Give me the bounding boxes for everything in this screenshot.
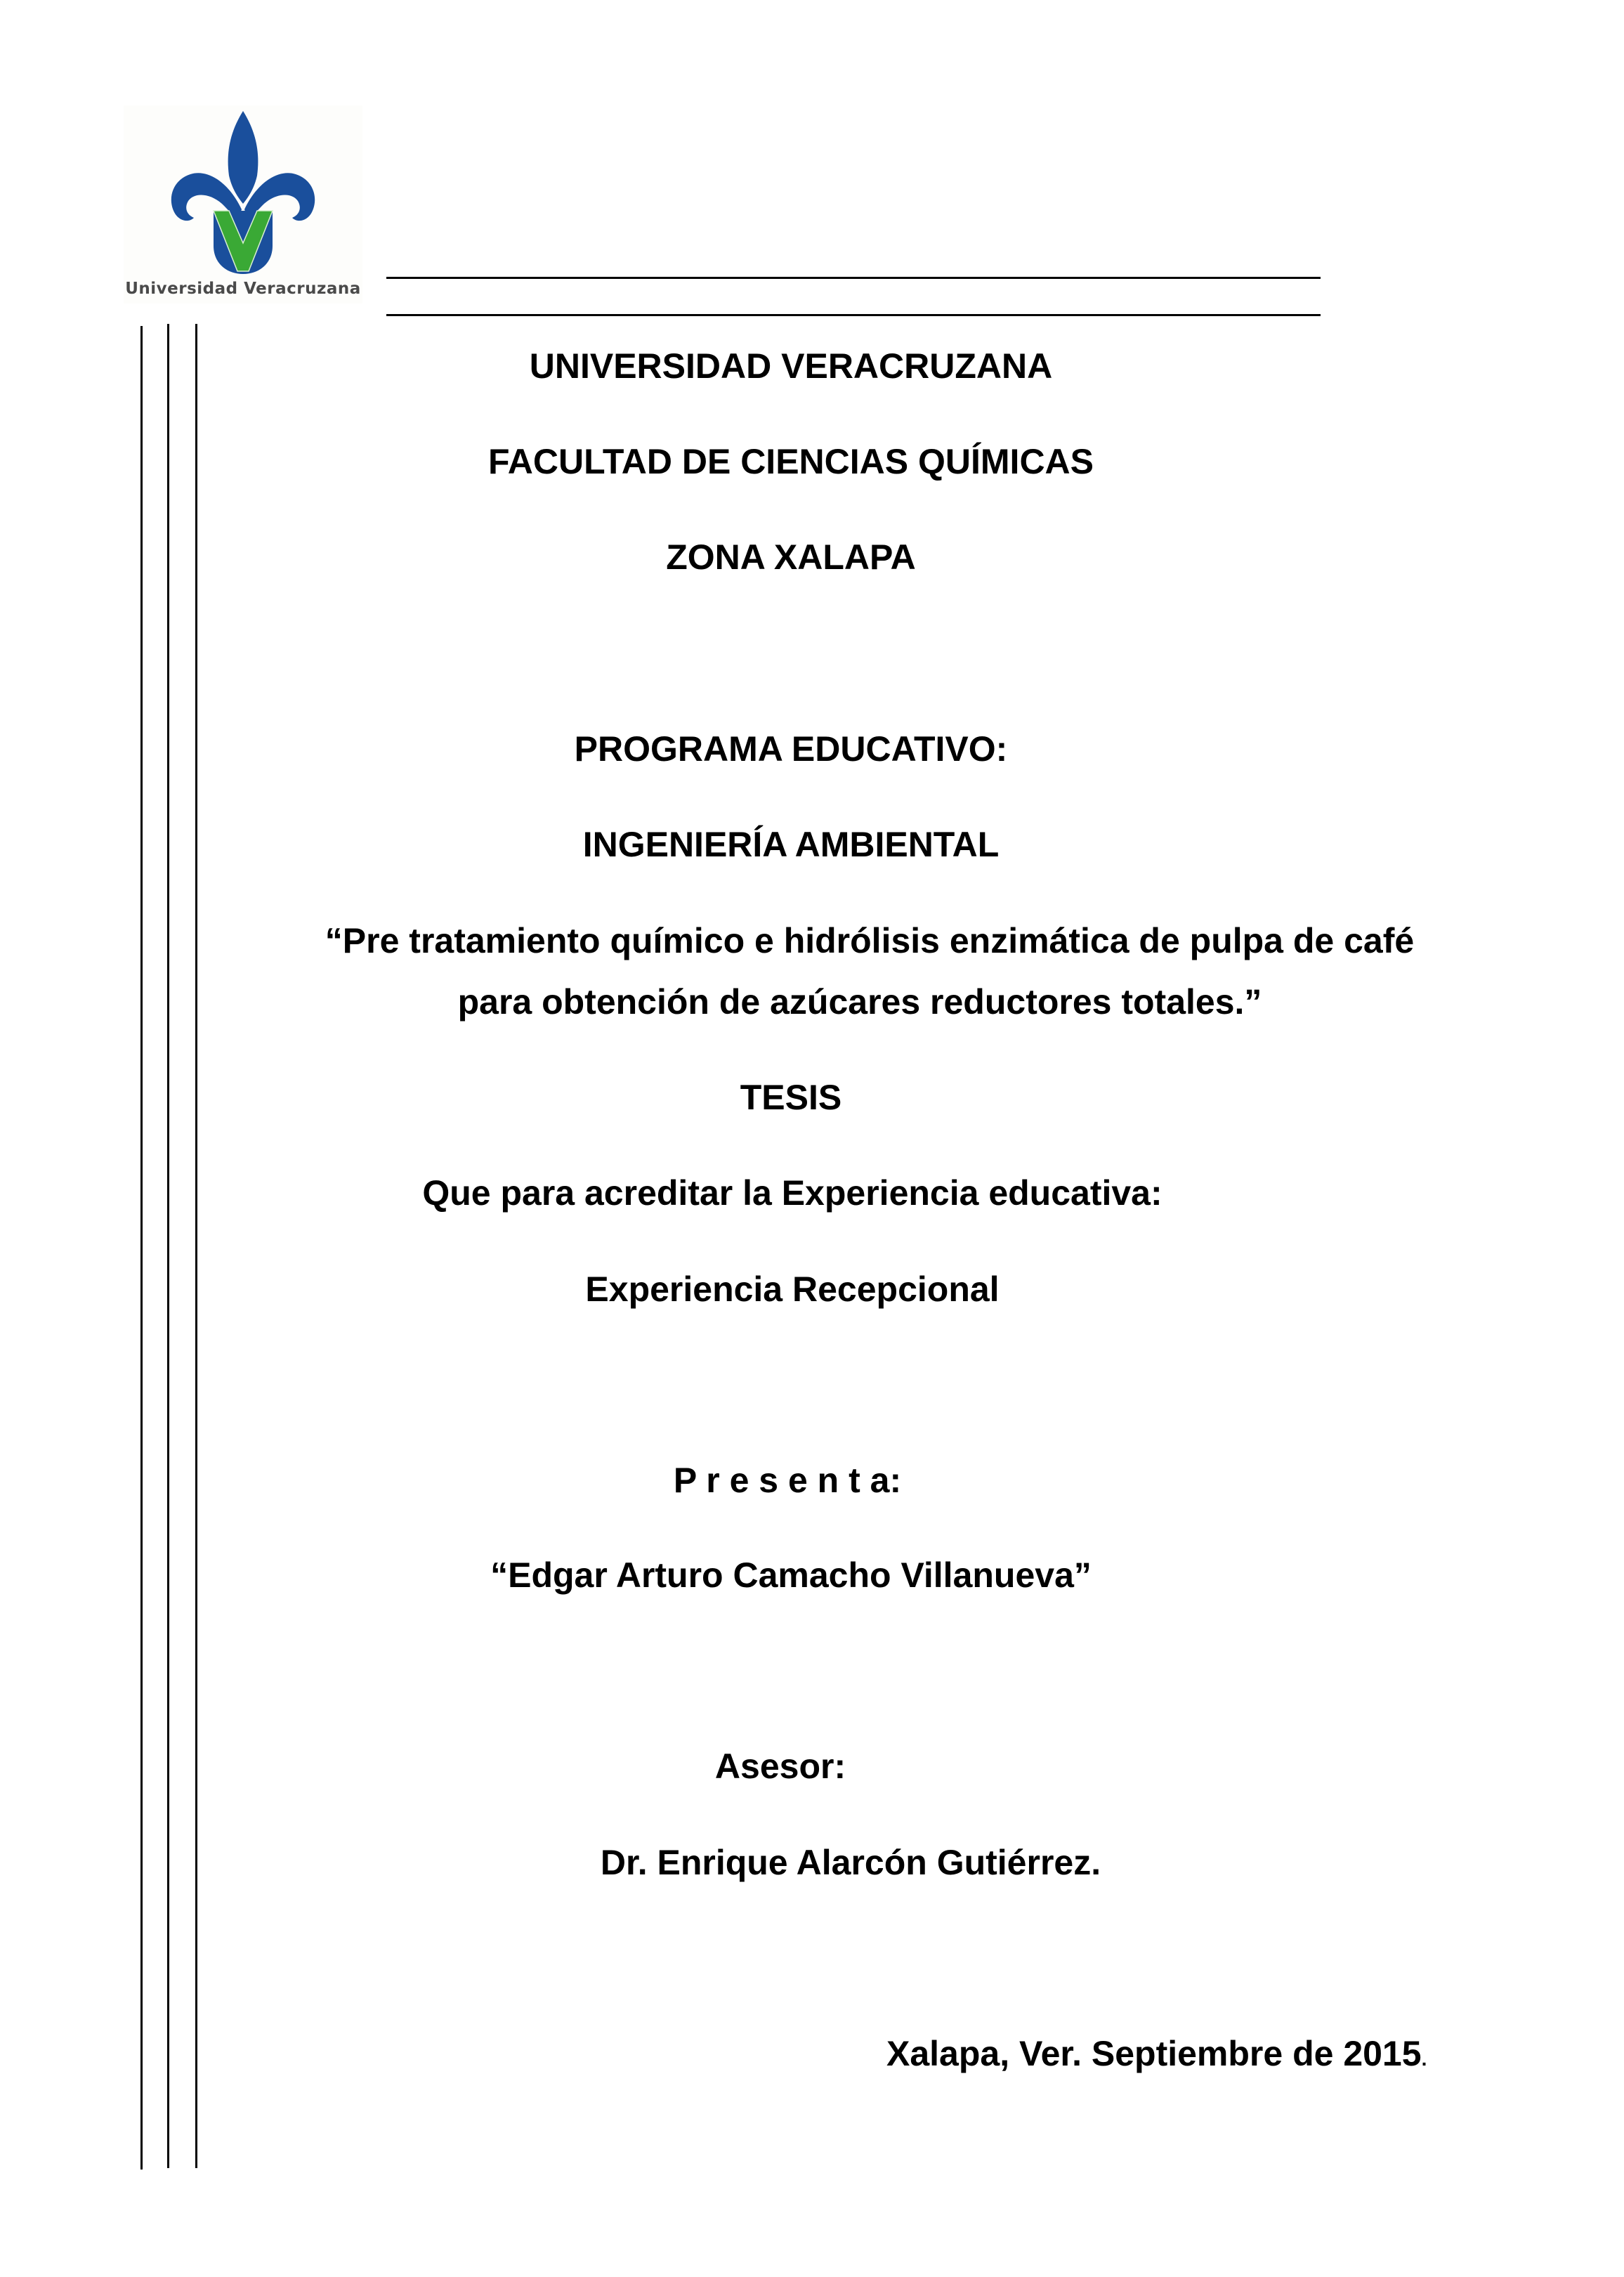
- course-name: Experiencia Recepcional: [585, 1270, 1000, 1309]
- university-logo: [124, 105, 362, 304]
- presenta-label: P r e s e n t a:: [673, 1461, 902, 1500]
- flor-de-lis-icon: [124, 105, 362, 274]
- thesis-type: TESIS: [740, 1078, 842, 1117]
- trailing-period: .: [1421, 2048, 1427, 2070]
- place-date: [886, 2033, 1427, 2080]
- university-name: UNIVERSIDAD VERACRUZANA: [529, 346, 1053, 386]
- zone-name: ZONA XALAPA: [666, 537, 916, 577]
- header-rule-bottom: [386, 314, 1321, 316]
- place-date-text: Xalapa, Ver. Septiembre de 2015: [886, 2034, 1422, 2073]
- program-label: PROGRAMA EDUCATIVO:: [574, 729, 1008, 769]
- header-rule-top: [386, 277, 1321, 279]
- margin-rule-3: [195, 324, 197, 2168]
- logo-caption: Universidad Veracruzana: [125, 280, 361, 298]
- faculty-name: FACULTAD DE CIENCIAS QUÍMICAS: [487, 442, 1094, 481]
- author-name: “Edgar Arturo Camacho Villanueva”: [490, 1555, 1092, 1595]
- thesis-purpose: Que para acreditar la Experiencia educativa:: [422, 1173, 1163, 1213]
- thesis-title-line2: para obtención de azúcares reductores totales.”: [457, 982, 1262, 1022]
- thesis-title-line1: “Pre tratamiento químico e hidrólisis enzimática de pulpa de café: [325, 921, 1415, 960]
- advisor-name: Dr. Enrique Alarcón Gutiérrez.: [600, 1843, 1101, 1882]
- margin-rule-1: [140, 326, 143, 2170]
- program-name: INGENIERÍA AMBIENTAL: [582, 825, 1000, 864]
- advisor-label: Asesor:: [714, 1747, 846, 1786]
- margin-rule-2: [167, 324, 169, 2168]
